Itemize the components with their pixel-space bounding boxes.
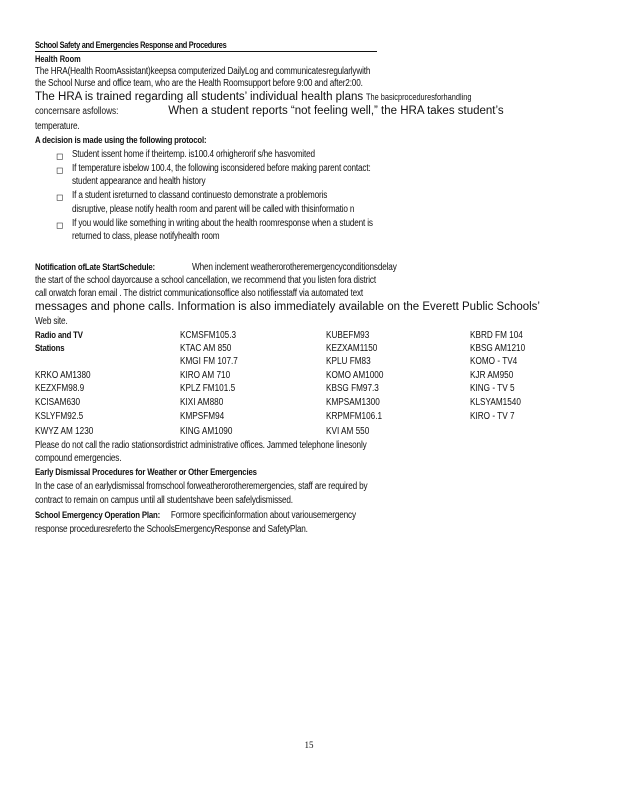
hra-trained-text: The HRA is trained regarding all students’ individual health plans xyxy=(35,91,364,103)
station: KBSG AM1210 xyxy=(470,343,526,354)
bullet-text: student appearance and health history xyxy=(72,176,206,187)
not-feeling-well-text: When a student reports “not feeling well,” the HRA takes student’s xyxy=(168,105,504,117)
notification-line: call orwatch foran email . The district communicationsoffice also notifiesstaff via automated text xyxy=(35,288,364,299)
health-line-big xyxy=(35,91,555,103)
early-dismissal-line: In the case of an earlydismissal fromschool forweatherorotheremergencies, staff are required by xyxy=(35,481,368,492)
decision-heading: A decision is made using the following protocol: xyxy=(35,135,207,146)
radio-tv-heading: Radio and TV xyxy=(35,330,83,341)
station: KTAC AM 850 xyxy=(180,343,232,354)
station: KCMSFM105.3 xyxy=(180,330,237,341)
bullet-text: disruptive, please notify health room and parent will be called with thisinformatio n xyxy=(72,204,355,215)
station: KPLU FM83 xyxy=(326,356,371,367)
early-dismissal-line: contract to remain on campus until all studentshave been safelydismissed. xyxy=(35,495,293,506)
station: KBRD FM 104 xyxy=(470,330,523,341)
bullet-text: If temperature isbelow 100.4, the following isconsidered before making parent contact: xyxy=(72,163,371,174)
notification-line xyxy=(35,262,461,274)
station: KMPSFM94 xyxy=(180,411,225,422)
station: KEZXAM1150 xyxy=(326,343,378,354)
station: KIRO - TV 7 xyxy=(470,411,515,422)
station: KIXI AM880 xyxy=(180,397,224,408)
document-title: School Safety and Emergencies Response and Procedures xyxy=(35,40,227,51)
bullet-icon: ◻ xyxy=(56,220,64,230)
plan-heading: School Emergency Operation Plan: xyxy=(35,510,161,521)
station: KWYZ AM 1230 xyxy=(35,426,94,437)
health-line: temperature. xyxy=(35,121,80,132)
station: KCISAM630 xyxy=(35,397,81,408)
plan-text: Formore specificinformation about variousemergency xyxy=(170,510,356,521)
notification-line-big: messages and phone calls. Information is also immediately available on the Everett Public Schools’ xyxy=(35,301,540,313)
station: KOMO AM1000 xyxy=(326,370,384,381)
bullet-icon: ◻ xyxy=(56,192,64,202)
radio-note: compound emergencies. xyxy=(35,453,122,464)
station: KING - TV 5 xyxy=(470,383,515,394)
concerns-text: concernsare asfollows: xyxy=(35,106,119,117)
station: KRPMFM106.1 xyxy=(326,411,383,422)
early-dismissal-heading: Early Dismissal Procedures for Weather or Other Emergencies xyxy=(35,467,257,478)
notification-heading: Notification ofLate StartSchedule: xyxy=(35,262,155,273)
station: KJR AM950 xyxy=(470,370,514,381)
station: KUBEFM93 xyxy=(326,330,370,341)
basic-procedures-text: The basicproceduresforhandling xyxy=(366,92,472,102)
bullet-text: returned to class, please notifyhealth room xyxy=(72,231,220,242)
notification-line: the start of the school dayorcause a school cancellation, we recommend that you listen fora district xyxy=(35,275,376,286)
plan-line xyxy=(35,510,461,522)
station: KRKO AM1380 xyxy=(35,370,91,381)
station: KMPSAM1300 xyxy=(326,397,380,408)
station: KBSG FM97.3 xyxy=(326,383,379,394)
station: KSLYFM92.5 xyxy=(35,411,84,422)
health-line: the School Nurse and office team, who are the Health Roomsupport before 9:00 and after2:00. xyxy=(35,78,363,89)
station: KING AM1090 xyxy=(180,426,233,437)
page-number: 15 xyxy=(304,740,314,750)
notification-line: Web site. xyxy=(35,316,68,327)
station: KOMO - TV4 xyxy=(470,356,518,367)
station: KEZXFM98.9 xyxy=(35,383,85,394)
bullet-text: If a student isreturned to classand continuesto demonstrate a problemoris xyxy=(72,190,328,201)
plan-line: response proceduresreferto the SchoolsEmergencyResponse and SafetyPlan. xyxy=(35,524,308,535)
notification-text: When inclement weatherorotheremergencyconditionsdelay xyxy=(192,262,397,273)
station: KLSYAM1540 xyxy=(470,397,521,408)
title-underline xyxy=(35,51,377,52)
radio-note: Please do not call the radio stationsordistrict administrative offices. Jammed telephone linesonly xyxy=(35,440,367,451)
bullet-text: Student issent home if theirtemp. is100.4 orhigherorif s/he hasvomited xyxy=(72,149,315,160)
health-line: The HRA(Health RoomAssistant)keepsa computerized DailyLog and communicatesregularlywith xyxy=(35,66,371,77)
bullet-text: If you would like something in writing about the health roomresponse when a student is xyxy=(72,218,373,229)
health-line-big xyxy=(35,105,555,118)
station: KMGI FM 107.7 xyxy=(180,356,238,367)
station: KIRO AM 710 xyxy=(180,370,231,381)
bullet-icon: ◻ xyxy=(56,165,64,175)
stations-heading: Stations xyxy=(35,343,65,354)
station: KPLZ FM101.5 xyxy=(180,383,236,394)
bullet-icon: ◻ xyxy=(56,151,64,161)
health-heading: Health Room xyxy=(35,54,81,65)
station: KVI AM 550 xyxy=(326,426,370,437)
